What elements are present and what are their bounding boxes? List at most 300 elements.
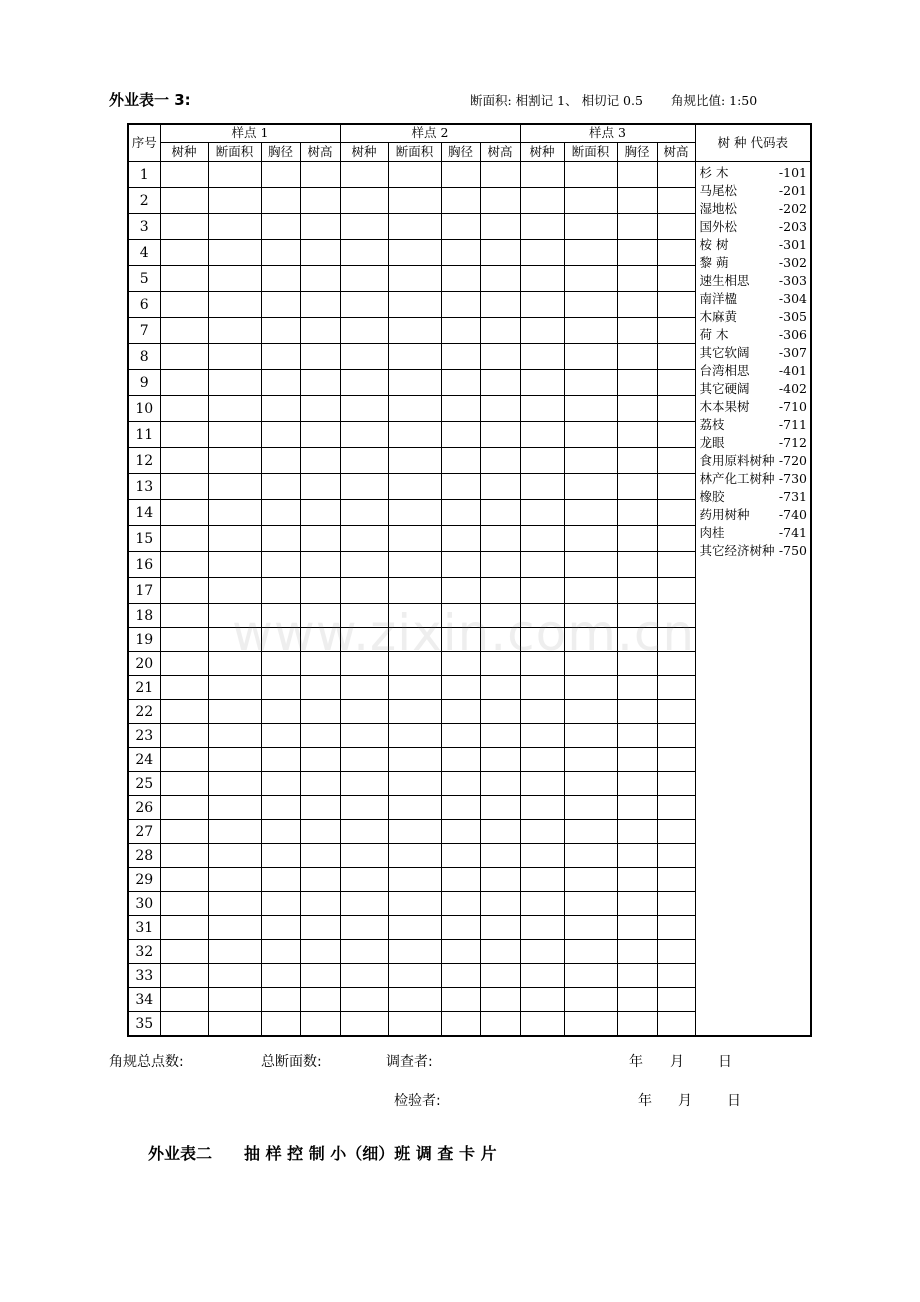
- entry-cell[interactable]: [480, 796, 520, 820]
- entry-cell[interactable]: [261, 988, 300, 1012]
- entry-cell[interactable]: [617, 266, 657, 292]
- entry-cell[interactable]: [160, 370, 208, 396]
- entry-cell[interactable]: [160, 578, 208, 604]
- entry-cell[interactable]: [388, 448, 441, 474]
- entry-cell[interactable]: [300, 748, 340, 772]
- entry-cell[interactable]: [388, 214, 441, 240]
- entry-cell[interactable]: [564, 892, 617, 916]
- entry-cell[interactable]: [340, 892, 388, 916]
- entry-cell[interactable]: [208, 940, 261, 964]
- entry-cell[interactable]: [160, 892, 208, 916]
- entry-cell[interactable]: [300, 988, 340, 1012]
- entry-cell[interactable]: [520, 748, 564, 772]
- entry-cell[interactable]: [480, 700, 520, 724]
- entry-cell[interactable]: [261, 188, 300, 214]
- entry-cell[interactable]: [160, 988, 208, 1012]
- entry-cell[interactable]: [520, 772, 564, 796]
- entry-cell[interactable]: [160, 772, 208, 796]
- entry-cell[interactable]: [208, 724, 261, 748]
- entry-cell[interactable]: [520, 1012, 564, 1037]
- entry-cell[interactable]: [441, 700, 480, 724]
- entry-cell[interactable]: [208, 916, 261, 940]
- entry-cell[interactable]: [160, 162, 208, 188]
- entry-cell[interactable]: [388, 240, 441, 266]
- entry-cell[interactable]: [657, 700, 695, 724]
- entry-cell[interactable]: [441, 796, 480, 820]
- entry-cell[interactable]: [480, 748, 520, 772]
- entry-cell[interactable]: [160, 964, 208, 988]
- entry-cell[interactable]: [300, 844, 340, 868]
- entry-cell[interactable]: [208, 292, 261, 318]
- entry-cell[interactable]: [520, 266, 564, 292]
- entry-cell[interactable]: [300, 868, 340, 892]
- entry-cell[interactable]: [160, 916, 208, 940]
- entry-cell[interactable]: [340, 796, 388, 820]
- entry-cell[interactable]: [261, 1012, 300, 1037]
- entry-cell[interactable]: [300, 292, 340, 318]
- entry-cell[interactable]: [480, 240, 520, 266]
- entry-cell[interactable]: [520, 700, 564, 724]
- entry-cell[interactable]: [388, 820, 441, 844]
- entry-cell[interactable]: [340, 578, 388, 604]
- entry-cell[interactable]: [520, 868, 564, 892]
- entry-cell[interactable]: [208, 552, 261, 578]
- entry-cell[interactable]: [657, 266, 695, 292]
- entry-cell[interactable]: [564, 214, 617, 240]
- entry-cell[interactable]: [617, 844, 657, 868]
- entry-cell[interactable]: [261, 240, 300, 266]
- entry-cell[interactable]: [657, 344, 695, 370]
- entry-cell[interactable]: [160, 796, 208, 820]
- entry-cell[interactable]: [388, 892, 441, 916]
- entry-cell[interactable]: [480, 1012, 520, 1037]
- entry-cell[interactable]: [261, 266, 300, 292]
- entry-cell[interactable]: [617, 724, 657, 748]
- entry-cell[interactable]: [520, 676, 564, 700]
- entry-cell[interactable]: [441, 526, 480, 552]
- entry-cell[interactable]: [261, 772, 300, 796]
- entry-cell[interactable]: [388, 940, 441, 964]
- entry-cell[interactable]: [520, 940, 564, 964]
- entry-cell[interactable]: [657, 964, 695, 988]
- entry-cell[interactable]: [520, 344, 564, 370]
- entry-cell[interactable]: [300, 240, 340, 266]
- entry-cell[interactable]: [160, 552, 208, 578]
- entry-cell[interactable]: [480, 772, 520, 796]
- entry-cell[interactable]: [480, 552, 520, 578]
- entry-cell[interactable]: [388, 748, 441, 772]
- entry-cell[interactable]: [617, 868, 657, 892]
- entry-cell[interactable]: [261, 676, 300, 700]
- entry-cell[interactable]: [480, 292, 520, 318]
- entry-cell[interactable]: [520, 526, 564, 552]
- entry-cell[interactable]: [617, 700, 657, 724]
- entry-cell[interactable]: [300, 820, 340, 844]
- entry-cell[interactable]: [208, 240, 261, 266]
- entry-cell[interactable]: [340, 700, 388, 724]
- entry-cell[interactable]: [564, 988, 617, 1012]
- entry-cell[interactable]: [160, 448, 208, 474]
- entry-cell[interactable]: [441, 552, 480, 578]
- entry-cell[interactable]: [208, 964, 261, 988]
- entry-cell[interactable]: [617, 940, 657, 964]
- entry-cell[interactable]: [208, 844, 261, 868]
- entry-cell[interactable]: [657, 396, 695, 422]
- entry-cell[interactable]: [564, 292, 617, 318]
- entry-cell[interactable]: [564, 844, 617, 868]
- entry-cell[interactable]: [160, 318, 208, 344]
- entry-cell[interactable]: [480, 396, 520, 422]
- entry-cell[interactable]: [564, 748, 617, 772]
- entry-cell[interactable]: [657, 474, 695, 500]
- entry-cell[interactable]: [617, 552, 657, 578]
- entry-cell[interactable]: [208, 188, 261, 214]
- entry-cell[interactable]: [617, 422, 657, 448]
- entry-cell[interactable]: [340, 1012, 388, 1037]
- entry-cell[interactable]: [564, 772, 617, 796]
- entry-cell[interactable]: [300, 892, 340, 916]
- entry-cell[interactable]: [300, 448, 340, 474]
- entry-cell[interactable]: [520, 188, 564, 214]
- entry-cell[interactable]: [657, 552, 695, 578]
- entry-cell[interactable]: [617, 500, 657, 526]
- entry-cell[interactable]: [564, 700, 617, 724]
- entry-cell[interactable]: [340, 240, 388, 266]
- entry-cell[interactable]: [441, 448, 480, 474]
- entry-cell[interactable]: [657, 292, 695, 318]
- entry-cell[interactable]: [480, 500, 520, 526]
- entry-cell[interactable]: [340, 868, 388, 892]
- entry-cell[interactable]: [564, 162, 617, 188]
- entry-cell[interactable]: [441, 820, 480, 844]
- entry-cell[interactable]: [520, 448, 564, 474]
- entry-cell[interactable]: [388, 292, 441, 318]
- entry-cell[interactable]: [340, 188, 388, 214]
- entry-cell[interactable]: [261, 318, 300, 344]
- entry-cell[interactable]: [564, 318, 617, 344]
- entry-cell[interactable]: [300, 474, 340, 500]
- entry-cell[interactable]: [441, 396, 480, 422]
- entry-cell[interactable]: [208, 796, 261, 820]
- entry-cell[interactable]: [300, 318, 340, 344]
- entry-cell[interactable]: [340, 748, 388, 772]
- entry-cell[interactable]: [564, 1012, 617, 1037]
- entry-cell[interactable]: [160, 676, 208, 700]
- entry-cell[interactable]: [617, 344, 657, 370]
- entry-cell[interactable]: [261, 820, 300, 844]
- entry-cell[interactable]: [300, 422, 340, 448]
- entry-cell[interactable]: [340, 448, 388, 474]
- entry-cell[interactable]: [261, 964, 300, 988]
- entry-cell[interactable]: [657, 1012, 695, 1037]
- entry-cell[interactable]: [441, 772, 480, 796]
- entry-cell[interactable]: [160, 844, 208, 868]
- entry-cell[interactable]: [261, 552, 300, 578]
- entry-cell[interactable]: [657, 526, 695, 552]
- entry-cell[interactable]: [261, 292, 300, 318]
- entry-cell[interactable]: [388, 868, 441, 892]
- entry-cell[interactable]: [160, 188, 208, 214]
- entry-cell[interactable]: [657, 448, 695, 474]
- entry-cell[interactable]: [441, 188, 480, 214]
- entry-cell[interactable]: [657, 796, 695, 820]
- entry-cell[interactable]: [564, 552, 617, 578]
- entry-cell[interactable]: [388, 578, 441, 604]
- entry-cell[interactable]: [340, 772, 388, 796]
- entry-cell[interactable]: [617, 796, 657, 820]
- entry-cell[interactable]: [388, 676, 441, 700]
- entry-cell[interactable]: [520, 844, 564, 868]
- entry-cell[interactable]: [340, 552, 388, 578]
- entry-cell[interactable]: [657, 318, 695, 344]
- entry-cell[interactable]: [564, 500, 617, 526]
- entry-cell[interactable]: [480, 448, 520, 474]
- entry-cell[interactable]: [520, 820, 564, 844]
- entry-cell[interactable]: [340, 500, 388, 526]
- entry-cell[interactable]: [564, 526, 617, 552]
- entry-cell[interactable]: [657, 500, 695, 526]
- entry-cell[interactable]: [261, 868, 300, 892]
- entry-cell[interactable]: [617, 820, 657, 844]
- entry-cell[interactable]: [261, 344, 300, 370]
- entry-cell[interactable]: [300, 916, 340, 940]
- entry-cell[interactable]: [480, 964, 520, 988]
- entry-cell[interactable]: [340, 266, 388, 292]
- entry-cell[interactable]: [300, 578, 340, 604]
- entry-cell[interactable]: [160, 396, 208, 422]
- entry-cell[interactable]: [160, 868, 208, 892]
- entry-cell[interactable]: [388, 964, 441, 988]
- entry-cell[interactable]: [160, 422, 208, 448]
- entry-cell[interactable]: [657, 676, 695, 700]
- entry-cell[interactable]: [520, 916, 564, 940]
- entry-cell[interactable]: [261, 748, 300, 772]
- entry-cell[interactable]: [617, 964, 657, 988]
- entry-cell[interactable]: [160, 748, 208, 772]
- entry-cell[interactable]: [617, 448, 657, 474]
- entry-cell[interactable]: [480, 266, 520, 292]
- entry-cell[interactable]: [480, 188, 520, 214]
- entry-cell[interactable]: [564, 344, 617, 370]
- entry-cell[interactable]: [340, 162, 388, 188]
- entry-cell[interactable]: [441, 474, 480, 500]
- entry-cell[interactable]: [441, 578, 480, 604]
- entry-cell[interactable]: [300, 1012, 340, 1037]
- entry-cell[interactable]: [441, 724, 480, 748]
- entry-cell[interactable]: [657, 188, 695, 214]
- entry-cell[interactable]: [261, 916, 300, 940]
- entry-cell[interactable]: [520, 318, 564, 344]
- entry-cell[interactable]: [617, 162, 657, 188]
- entry-cell[interactable]: [160, 820, 208, 844]
- entry-cell[interactable]: [480, 676, 520, 700]
- entry-cell[interactable]: [160, 700, 208, 724]
- entry-cell[interactable]: [160, 292, 208, 318]
- entry-cell[interactable]: [208, 162, 261, 188]
- entry-cell[interactable]: [340, 988, 388, 1012]
- entry-cell[interactable]: [520, 500, 564, 526]
- entry-cell[interactable]: [480, 892, 520, 916]
- entry-cell[interactable]: [261, 724, 300, 748]
- entry-cell[interactable]: [160, 266, 208, 292]
- entry-cell[interactable]: [564, 578, 617, 604]
- entry-cell[interactable]: [160, 500, 208, 526]
- entry-cell[interactable]: [520, 422, 564, 448]
- entry-cell[interactable]: [388, 772, 441, 796]
- entry-cell[interactable]: [208, 422, 261, 448]
- entry-cell[interactable]: [520, 892, 564, 916]
- entry-cell[interactable]: [441, 988, 480, 1012]
- entry-cell[interactable]: [441, 964, 480, 988]
- entry-cell[interactable]: [657, 820, 695, 844]
- entry-cell[interactable]: [657, 868, 695, 892]
- entry-cell[interactable]: [340, 526, 388, 552]
- entry-cell[interactable]: [300, 552, 340, 578]
- entry-cell[interactable]: [441, 318, 480, 344]
- entry-cell[interactable]: [261, 700, 300, 724]
- entry-cell[interactable]: [208, 676, 261, 700]
- entry-cell[interactable]: [617, 748, 657, 772]
- entry-cell[interactable]: [300, 724, 340, 748]
- entry-cell[interactable]: [617, 292, 657, 318]
- entry-cell[interactable]: [657, 162, 695, 188]
- entry-cell[interactable]: [388, 988, 441, 1012]
- entry-cell[interactable]: [520, 396, 564, 422]
- entry-cell[interactable]: [300, 796, 340, 820]
- entry-cell[interactable]: [261, 396, 300, 422]
- entry-cell[interactable]: [340, 820, 388, 844]
- entry-cell[interactable]: [441, 916, 480, 940]
- entry-cell[interactable]: [480, 318, 520, 344]
- entry-cell[interactable]: [564, 940, 617, 964]
- entry-cell[interactable]: [564, 188, 617, 214]
- entry-cell[interactable]: [208, 214, 261, 240]
- entry-cell[interactable]: [160, 940, 208, 964]
- entry-cell[interactable]: [617, 916, 657, 940]
- entry-cell[interactable]: [388, 796, 441, 820]
- entry-cell[interactable]: [160, 628, 208, 652]
- entry-cell[interactable]: [300, 940, 340, 964]
- entry-cell[interactable]: [657, 748, 695, 772]
- entry-cell[interactable]: [617, 988, 657, 1012]
- entry-cell[interactable]: [340, 422, 388, 448]
- entry-cell[interactable]: [160, 526, 208, 552]
- entry-cell[interactable]: [261, 526, 300, 552]
- entry-cell[interactable]: [480, 370, 520, 396]
- entry-cell[interactable]: [657, 988, 695, 1012]
- entry-cell[interactable]: [261, 448, 300, 474]
- entry-cell[interactable]: [388, 188, 441, 214]
- entry-cell[interactable]: [480, 844, 520, 868]
- entry-cell[interactable]: [441, 344, 480, 370]
- entry-cell[interactable]: [617, 1012, 657, 1037]
- entry-cell[interactable]: [480, 916, 520, 940]
- entry-cell[interactable]: [388, 422, 441, 448]
- entry-cell[interactable]: [208, 820, 261, 844]
- entry-cell[interactable]: [388, 370, 441, 396]
- entry-cell[interactable]: [617, 676, 657, 700]
- entry-cell[interactable]: [160, 1012, 208, 1037]
- entry-cell[interactable]: [208, 772, 261, 796]
- entry-cell[interactable]: [441, 370, 480, 396]
- entry-cell[interactable]: [657, 844, 695, 868]
- entry-cell[interactable]: [617, 214, 657, 240]
- entry-cell[interactable]: [441, 292, 480, 318]
- entry-cell[interactable]: [617, 772, 657, 796]
- entry-cell[interactable]: [160, 344, 208, 370]
- entry-cell[interactable]: [208, 500, 261, 526]
- entry-cell[interactable]: [657, 422, 695, 448]
- entry-cell[interactable]: [261, 474, 300, 500]
- entry-cell[interactable]: [480, 940, 520, 964]
- entry-cell[interactable]: [208, 1012, 261, 1037]
- entry-cell[interactable]: [261, 892, 300, 916]
- entry-cell[interactable]: [300, 162, 340, 188]
- entry-cell[interactable]: [480, 526, 520, 552]
- entry-cell[interactable]: [340, 964, 388, 988]
- entry-cell[interactable]: [388, 500, 441, 526]
- entry-cell[interactable]: [480, 422, 520, 448]
- entry-cell[interactable]: [617, 578, 657, 604]
- entry-cell[interactable]: [617, 526, 657, 552]
- entry-cell[interactable]: [657, 772, 695, 796]
- entry-cell[interactable]: [441, 266, 480, 292]
- entry-cell[interactable]: [208, 370, 261, 396]
- entry-cell[interactable]: [388, 344, 441, 370]
- entry-cell[interactable]: [480, 820, 520, 844]
- entry-cell[interactable]: [261, 796, 300, 820]
- entry-cell[interactable]: [160, 724, 208, 748]
- entry-cell[interactable]: [300, 500, 340, 526]
- entry-cell[interactable]: [441, 1012, 480, 1037]
- entry-cell[interactable]: [564, 448, 617, 474]
- entry-cell[interactable]: [564, 964, 617, 988]
- entry-cell[interactable]: [340, 214, 388, 240]
- entry-cell[interactable]: [160, 652, 208, 676]
- entry-cell[interactable]: [657, 240, 695, 266]
- entry-cell[interactable]: [520, 988, 564, 1012]
- entry-cell[interactable]: [617, 240, 657, 266]
- entry-cell[interactable]: [388, 396, 441, 422]
- entry-cell[interactable]: [617, 474, 657, 500]
- entry-cell[interactable]: [340, 292, 388, 318]
- entry-cell[interactable]: [340, 396, 388, 422]
- entry-cell[interactable]: [160, 214, 208, 240]
- entry-cell[interactable]: [208, 748, 261, 772]
- entry-cell[interactable]: [208, 396, 261, 422]
- entry-cell[interactable]: [657, 724, 695, 748]
- entry-cell[interactable]: [617, 396, 657, 422]
- entry-cell[interactable]: [208, 892, 261, 916]
- entry-cell[interactable]: [261, 500, 300, 526]
- entry-cell[interactable]: [208, 344, 261, 370]
- entry-cell[interactable]: [208, 700, 261, 724]
- entry-cell[interactable]: [388, 318, 441, 344]
- entry-cell[interactable]: [388, 162, 441, 188]
- entry-cell[interactable]: [480, 474, 520, 500]
- entry-cell[interactable]: [261, 214, 300, 240]
- entry-cell[interactable]: [564, 676, 617, 700]
- entry-cell[interactable]: [208, 868, 261, 892]
- entry-cell[interactable]: [441, 748, 480, 772]
- entry-cell[interactable]: [340, 676, 388, 700]
- entry-cell[interactable]: [261, 940, 300, 964]
- entry-cell[interactable]: [160, 474, 208, 500]
- entry-cell[interactable]: [208, 988, 261, 1012]
- entry-cell[interactable]: [300, 526, 340, 552]
- entry-cell[interactable]: [520, 214, 564, 240]
- entry-cell[interactable]: [300, 676, 340, 700]
